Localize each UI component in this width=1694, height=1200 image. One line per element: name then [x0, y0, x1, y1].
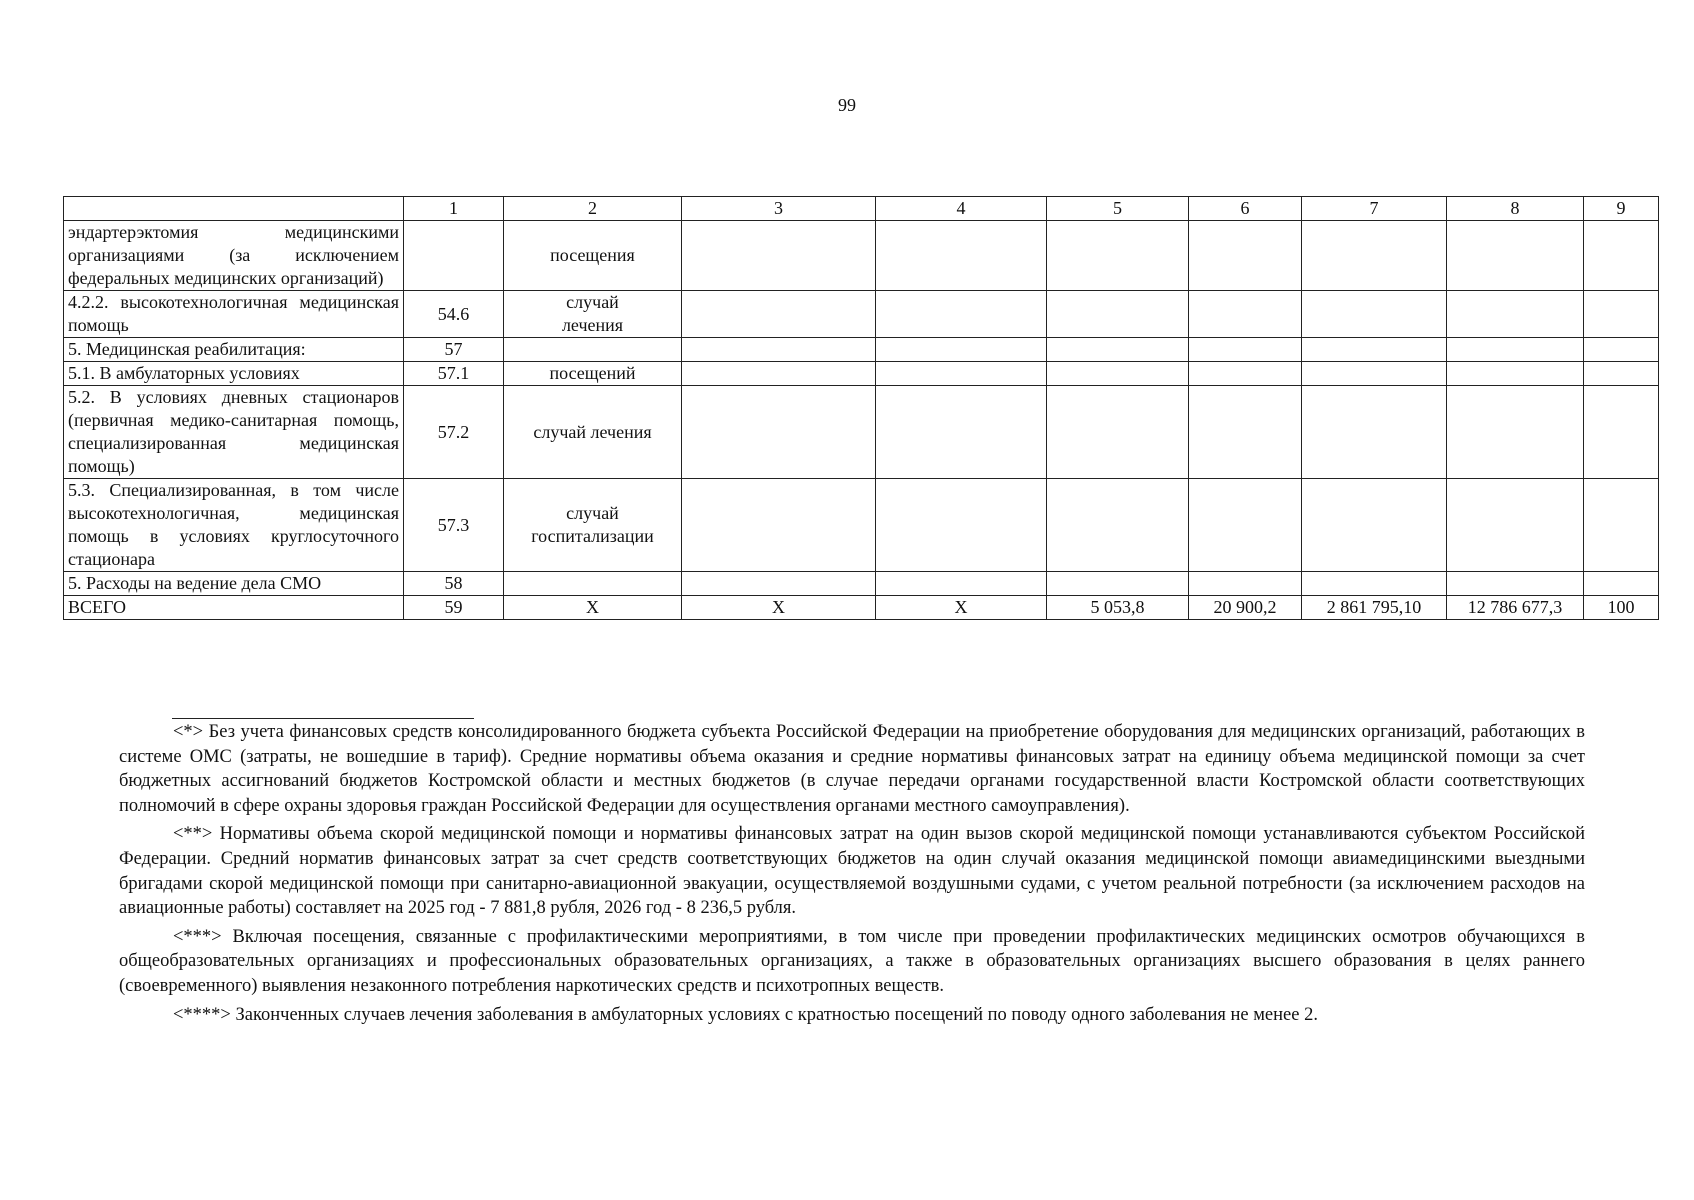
- row-cell: [876, 362, 1047, 386]
- page-number: 99: [838, 95, 856, 115]
- row-cell: [1447, 291, 1584, 338]
- row-cell: [1447, 572, 1584, 596]
- row-cell: [1302, 572, 1447, 596]
- footnotes: [119, 720, 1585, 1031]
- row-cell: [1302, 291, 1447, 338]
- row-cell: [1584, 362, 1659, 386]
- row-cell: [1189, 338, 1302, 362]
- row-cell: [1302, 362, 1447, 386]
- row-cell: [876, 386, 1047, 479]
- row-cell: [1047, 479, 1189, 572]
- column-header: 6: [1189, 197, 1302, 221]
- table-header-row: [64, 197, 1659, 221]
- row-cell: [1302, 386, 1447, 479]
- table-total-row: [64, 596, 1659, 620]
- row-cell: [1584, 479, 1659, 572]
- footnote: <**> Нормативы объема скорой медицинской помощи и нормативы финансовых затрат на один вызов скорой медицинской помощи устанавливаются субъектом Российской Федерации. Средний норматив финансовых затрат за счет средств соответствующих бюджетов на один случай оказания медицинской помощи авиамедицинскими выездными бригадами скорой медицинской помощи при санитарно-авиационной эвакуации, осуществляемой воздушными судами, с учетом реальной потребности (за исключением расходов на авиационные работы) составляет на 2025 год - 7 881,8 рубля, 2026 год - 8 236,5 рубля.: [119, 824, 1585, 919]
- row-name: 5.1. В амбулаторных условиях: [64, 362, 404, 386]
- table-row: [64, 572, 1659, 596]
- table-row: [64, 221, 1659, 291]
- row-unit: случай лечения: [504, 386, 682, 479]
- row-unit: случай госпитализации: [504, 479, 682, 572]
- row-cell: 5 053,8: [1047, 596, 1189, 620]
- row-name: 5.2. В условиях дневных стационаров (первичная медико-санитарная помощь, специализированная медицинская помощь): [64, 386, 404, 479]
- row-cell: [1447, 221, 1584, 291]
- row-unit: посещения: [504, 221, 682, 291]
- row-cell: [1047, 386, 1189, 479]
- row-code: 54.6: [404, 291, 504, 338]
- row-cell: [682, 221, 876, 291]
- column-header: 3: [682, 197, 876, 221]
- row-cell: [1584, 572, 1659, 596]
- row-unit: [504, 338, 682, 362]
- row-cell: [1189, 386, 1302, 479]
- row-unit: случай лечения: [504, 291, 682, 338]
- row-cell: [1189, 362, 1302, 386]
- row-cell: [682, 338, 876, 362]
- row-cell: [1047, 572, 1189, 596]
- table-row: [64, 479, 1659, 572]
- row-cell: [1584, 338, 1659, 362]
- row-cell: [1189, 479, 1302, 572]
- row-cell: [876, 479, 1047, 572]
- row-cell: [1584, 291, 1659, 338]
- row-cell: [1047, 291, 1189, 338]
- column-header: 9: [1584, 197, 1659, 221]
- row-cell: 100: [1584, 596, 1659, 620]
- table-row: [64, 338, 1659, 362]
- row-cell: 20 900,2: [1189, 596, 1302, 620]
- row-code: [404, 221, 504, 291]
- row-cell: [682, 291, 876, 338]
- row-cell: [876, 338, 1047, 362]
- row-cell: [1189, 572, 1302, 596]
- row-cell: [1302, 338, 1447, 362]
- row-cell: [682, 386, 876, 479]
- column-header: 2: [504, 197, 682, 221]
- row-cell: [1447, 386, 1584, 479]
- row-name: 4.2.2. высокотехнологичная медицинская помощь: [64, 291, 404, 338]
- row-code: 59: [404, 596, 504, 620]
- row-cell: [1302, 221, 1447, 291]
- row-cell: [1189, 291, 1302, 338]
- row-name: эндартерэктомия медицинскими организациями (за исключением федеральных медицинских организаций): [64, 221, 404, 291]
- row-cell: 12 786 677,3: [1447, 596, 1584, 620]
- footnote: <****> Законченных случаев лечения заболевания в амбулаторных условиях с кратностью посещений по поводу одного заболевания не менее 2.: [173, 1004, 1318, 1025]
- column-header: 1: [404, 197, 504, 221]
- row-cell: [1584, 221, 1659, 291]
- row-cell: [682, 362, 876, 386]
- row-cell: [1302, 479, 1447, 572]
- row-unit: [504, 572, 682, 596]
- column-header: [64, 197, 404, 221]
- row-cell: [1447, 362, 1584, 386]
- row-cell: [1447, 338, 1584, 362]
- row-cell: [876, 572, 1047, 596]
- row-code: 57: [404, 338, 504, 362]
- row-name: 5. Медицинская реабилитация:: [64, 338, 404, 362]
- row-cell: [1584, 386, 1659, 479]
- footnote-divider: [172, 718, 474, 719]
- table-row: [64, 291, 1659, 338]
- row-name: 5. Расходы на ведение дела СМО: [64, 572, 404, 596]
- row-code: 57.3: [404, 479, 504, 572]
- column-header: 4: [876, 197, 1047, 221]
- row-unit: X: [504, 596, 682, 620]
- financing-table: [63, 196, 1659, 620]
- table-row: [64, 386, 1659, 479]
- row-name: ВСЕГО: [64, 596, 404, 620]
- row-code: 58: [404, 572, 504, 596]
- row-code: 57.1: [404, 362, 504, 386]
- column-header: 5: [1047, 197, 1189, 221]
- row-cell: X: [876, 596, 1047, 620]
- row-cell: [1189, 221, 1302, 291]
- row-name: 5.3. Специализированная, в том числе высокотехнологичная, медицинская помощь в условиях круглосуточного стационара: [64, 479, 404, 572]
- row-cell: X: [682, 596, 876, 620]
- column-header: 8: [1447, 197, 1584, 221]
- footnote: <***> Включая посещения, связанные с профилактическими мероприятиями, в том числе при проведении профилактических медицинских осмотров обучающихся в общеобразовательных организациях и профессиональных образовательных организациях, а также в образовательных организациях высшего образования в целях раннего (своевременного) выявления незаконного потребления наркотических средств и психотропных веществ.: [119, 926, 1585, 996]
- row-code: 57.2: [404, 386, 504, 479]
- row-cell: [1047, 338, 1189, 362]
- table-row: [64, 362, 1659, 386]
- row-cell: [1047, 362, 1189, 386]
- row-cell: [682, 479, 876, 572]
- row-cell: [1447, 479, 1584, 572]
- row-cell: 2 861 795,10: [1302, 596, 1447, 620]
- row-unit: посещений: [504, 362, 682, 386]
- column-header: 7: [1302, 197, 1447, 221]
- row-cell: [876, 291, 1047, 338]
- footnote: <*> Без учета финансовых средств консолидированного бюджета субъекта Российской Федерации на приобретение оборудования для медицинских организаций, работающих в системе ОМС (затраты, не вошедшие в тариф). Средние нормативы объема оказания и средние нормативы финансовых затрат на единицу объема медицинской помощи за счет бюджетных ассигнований бюджетов Костромской области и местных бюджетов (в случае передачи органами государственной власти Костромской области соответствующих полномочий в сфере охраны здоровья граждан Российской Федерации для осуществления органами местного самоуправления).: [119, 722, 1585, 816]
- row-cell: [682, 572, 876, 596]
- row-cell: [1047, 221, 1189, 291]
- row-cell: [876, 221, 1047, 291]
